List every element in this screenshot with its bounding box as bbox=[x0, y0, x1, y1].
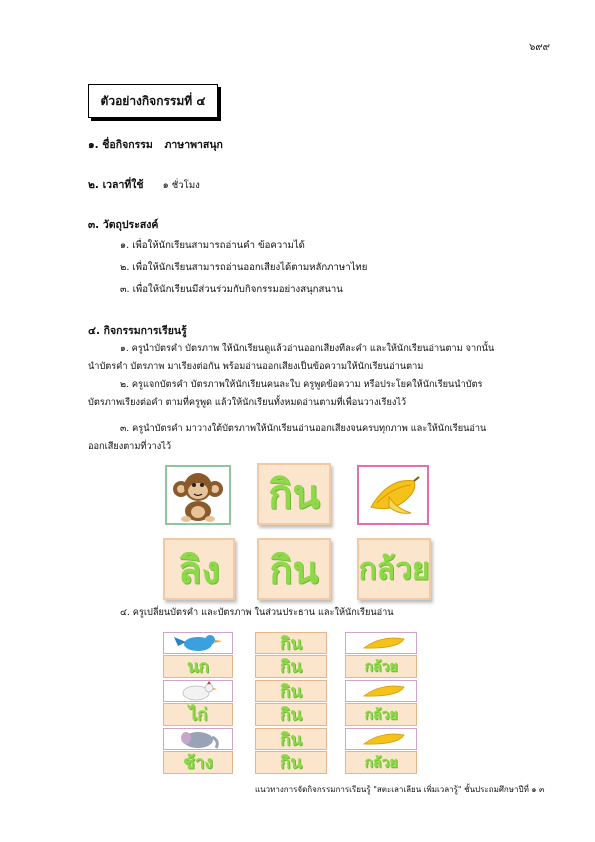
section-2-label: ๒. เวลาที่ใช้ bbox=[88, 179, 144, 191]
word-card-banana bbox=[357, 538, 431, 600]
word-card-banana-label: กล้วย bbox=[358, 551, 430, 587]
row-3-subject-label: ช้าง bbox=[183, 753, 213, 773]
row-1-verb-card bbox=[255, 655, 327, 678]
row-2-banana-picture bbox=[345, 680, 417, 702]
row-3-verb-card bbox=[255, 751, 327, 774]
row-1-banana-picture bbox=[345, 632, 417, 654]
row-1-verb-card-top bbox=[255, 632, 327, 654]
chicken-icon bbox=[164, 681, 232, 701]
word-card-eat-mid-label: กิน bbox=[269, 547, 319, 592]
row-1-verb-top-label: กิน bbox=[280, 633, 302, 654]
activity-title-box bbox=[88, 84, 218, 118]
section-3-heading: ๓. วัตถุประสงค์ bbox=[88, 219, 159, 231]
section-2-value: ๑ ชั่วโมง bbox=[162, 180, 200, 191]
row-2-verb-top-label: กิน bbox=[280, 681, 302, 702]
page-number: ๖๙๙ bbox=[529, 42, 550, 53]
row-2-subject-card bbox=[163, 703, 233, 726]
step-2-line-1: ๒. ครูแจกบัตรคำ บัตรภาพให้นักเรียนคนละใบ ครูพูดข้อความ หรือประโยคให้นักเรียนนำบัตร bbox=[120, 379, 483, 390]
row-1-subject-card bbox=[163, 655, 233, 678]
word-card-eat-top bbox=[257, 463, 331, 525]
objective-1: ๑. เพื่อให้นักเรียนสามารถอ่านคำ ข้อความได้ bbox=[120, 240, 305, 251]
elephant-icon bbox=[164, 729, 232, 749]
activity-title: ตัวอย่างกิจกรรมที่ ๔ bbox=[100, 93, 206, 108]
section-1 bbox=[88, 136, 223, 153]
banana-icon bbox=[346, 633, 416, 653]
row-3-verb-top-label: กิน bbox=[280, 729, 302, 750]
monkey-picture bbox=[165, 465, 231, 525]
row-1-subject-label: นก bbox=[187, 657, 209, 677]
row-3-object-label: กล้วย bbox=[364, 754, 398, 771]
step-3-line-2: ออกเสียงตามที่วางไว้ bbox=[88, 441, 172, 452]
step-2-line-2: บัตรภาพเรียงต่อคำ ตามที่ครูพูด แล้วให้นักเรียนทั้งหมดอ่านตามที่เพื่อนวางเรียงไว้ bbox=[88, 397, 407, 408]
word-card-monkey-label: ลิง bbox=[178, 547, 220, 592]
row-3-banana-picture bbox=[345, 728, 417, 750]
banana-icon bbox=[346, 729, 416, 749]
section-1-value: ภาษาพาสนุก bbox=[164, 139, 223, 151]
banana-icon bbox=[359, 467, 427, 523]
row-2-verb-card bbox=[255, 703, 327, 726]
word-card-monkey bbox=[163, 538, 235, 600]
row-3-verb-label: กิน bbox=[280, 753, 302, 773]
row-2-object-card bbox=[345, 703, 417, 726]
page-footer: แนวทางการจัดกิจกรรมการเรียนรู้ "สตะเลาเลียน เพิ่มเวลารู้" ชั้นประถมศึกษาปีที่ ๑ ๓ bbox=[255, 785, 545, 794]
objective-3: ๓. เพื่อให้นักเรียนมีส่วนร่วมกับกิจกรรมอย่างสนุกสนาน bbox=[120, 284, 343, 295]
row-2-verb-label: กิน bbox=[280, 705, 302, 725]
elephant-picture bbox=[163, 728, 233, 750]
step-1-line-1: ๑. ครูนำบัตรคำ บัตรภาพ ให้นักเรียนดูแล้วอ่านออกเสียงทีละคำ และให้นักเรียนอ่านตาม จากนั้น bbox=[120, 343, 495, 354]
word-card-eat-mid bbox=[257, 538, 331, 600]
bird-icon bbox=[164, 633, 232, 653]
section-1-label: ๑. ชื่อกิจกรรม bbox=[88, 139, 153, 151]
word-card-eat-top-label: กิน bbox=[268, 472, 320, 518]
section-2 bbox=[88, 176, 200, 193]
banana-picture bbox=[357, 465, 429, 525]
banana-icon bbox=[346, 681, 416, 701]
step-3-line-1: ๓. ครูนำบัตรคำ มาวางใต้บัตรภาพให้นักเรียนอ่านออกเสียงจนครบทุกภาพ และให้นักเรียนอ่าน bbox=[120, 423, 487, 434]
bird-picture bbox=[163, 632, 233, 654]
row-3-subject-card bbox=[163, 751, 233, 774]
monkey-icon bbox=[167, 467, 229, 523]
chicken-picture bbox=[163, 680, 233, 702]
step-4-line: ๔. ครูเปลี่ยนบัตรคำ และบัตรภาพ ในส่วนประธาน และให้นักเรียนอ่าน bbox=[120, 607, 394, 618]
objective-2: ๒. เพื่อให้นักเรียนสามารถอ่านออกเสียงได้ตามหลักภาษาไทย bbox=[120, 262, 368, 273]
row-1-object-card bbox=[345, 655, 417, 678]
row-1-verb-label: กิน bbox=[280, 657, 302, 677]
step-1-line-2: นำบัตรคำ บัตรภาพ มาเรียงต่อกัน พร้อมอ่านออกเสียงเป็นข้อความให้นักเรียนอ่านตาม bbox=[88, 361, 424, 372]
section-4-heading: ๔. กิจกรรมการเรียนรู้ bbox=[88, 325, 187, 337]
row-3-object-card bbox=[345, 751, 417, 774]
row-1-object-label: กล้วย bbox=[364, 658, 398, 675]
row-3-verb-card-top bbox=[255, 728, 327, 750]
row-2-object-label: กล้วย bbox=[364, 706, 398, 723]
row-2-subject-label: ไก่ bbox=[188, 705, 208, 725]
row-2-verb-card-top bbox=[255, 680, 327, 702]
